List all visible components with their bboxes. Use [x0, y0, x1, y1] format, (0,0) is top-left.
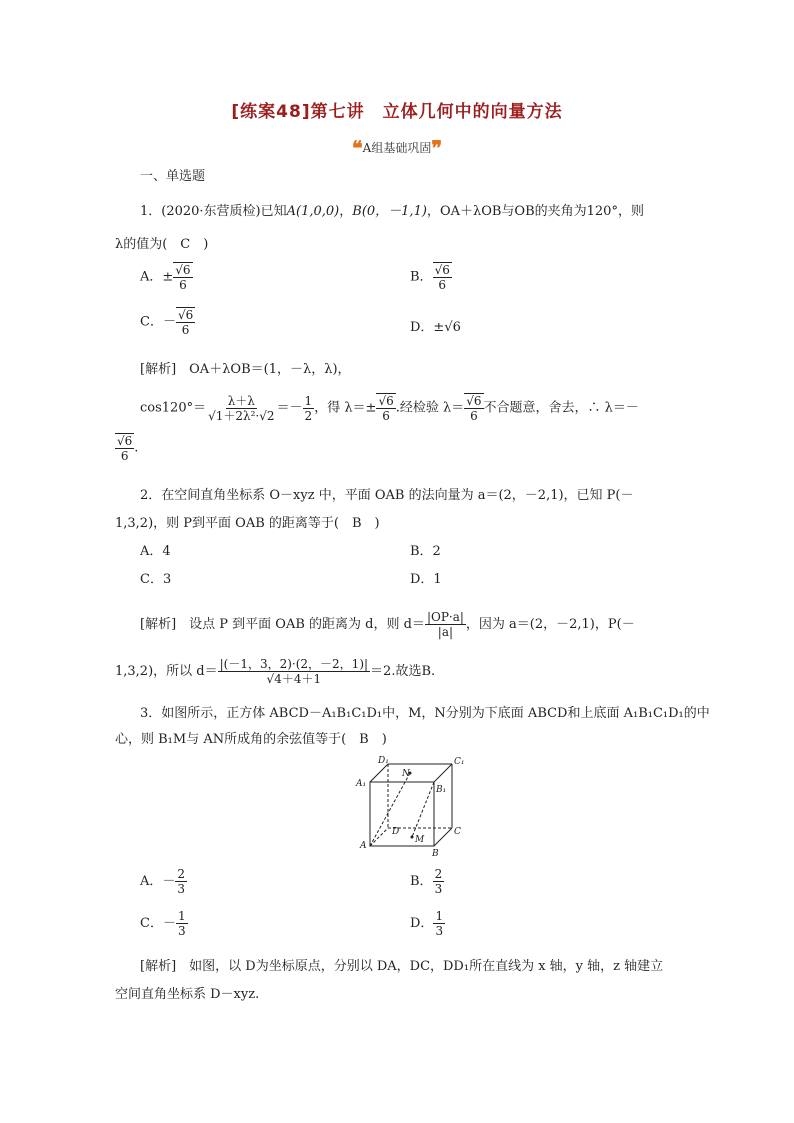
q1-opt-b-frac	[433, 262, 452, 292]
q3-opt-b-frac	[433, 867, 445, 896]
q3-opt-d-den: 3	[435, 924, 444, 938]
cube-hidden-left	[370, 828, 388, 846]
cube-top-right-edge	[434, 764, 452, 782]
label-b: B	[432, 849, 439, 859]
q3-opt-b-pre: B．	[410, 874, 433, 889]
q1-opt-b-pre: B．	[410, 269, 433, 285]
q1-cos-num: λ＋λ	[227, 393, 255, 408]
point-m	[411, 836, 414, 839]
q1-opt-b-num: √6	[434, 263, 450, 277]
q2-sol-line2a: 1,3,2)，所以 d＝	[115, 664, 218, 679]
q1-stem-a: 1．(2020·东营质检)已知	[140, 204, 287, 219]
q1-end: .	[134, 440, 139, 456]
q1-solution-line3	[115, 433, 138, 463]
q1-opt-a-pre: A．±	[140, 269, 174, 285]
q2-sol-b: ，因为 a＝(2，－2,1)，P(－	[465, 617, 635, 632]
q3-opt-d-pre: D．	[410, 916, 434, 931]
q1-check-den: 6	[470, 409, 478, 423]
q1-option-c	[140, 307, 195, 337]
label-d: D	[392, 827, 400, 837]
q1-opt-a-num: √6	[175, 263, 191, 277]
group-label	[0, 136, 794, 160]
q1-half-frac	[303, 394, 315, 423]
q1-get-frac	[376, 393, 395, 423]
q3-solution-line2: 空间直角坐标系 D－xyz.	[115, 987, 260, 1002]
cube-front-face	[370, 782, 434, 846]
q1-point-b: B(0，－1,1)	[352, 204, 427, 219]
q3-line2: 心，则 B₁M与 AN所成角的余弦值等于( B )	[115, 732, 387, 747]
q1-solution-line1: [解析] OA＋λOB＝(1，－λ，λ)，	[140, 362, 351, 377]
cube-figure	[350, 752, 470, 860]
q1-point-a: A(1,0,0)	[286, 204, 340, 219]
q3-option-b	[410, 867, 444, 896]
q1-reject: 不合题意，舍去，∴ λ＝－	[483, 400, 639, 416]
close-quote-icon: ❞	[431, 136, 443, 160]
q1-opt-c-frac	[176, 307, 195, 337]
q1-option-a	[140, 262, 193, 292]
open-quote-icon: ❝	[351, 136, 363, 160]
label-c1: C₁	[454, 757, 465, 767]
q1-opt-d-val: √6	[444, 320, 461, 335]
q3-option-d	[410, 909, 445, 938]
q2-sol-den: |a|	[437, 625, 454, 639]
label-a1: A₁	[356, 779, 367, 789]
q1-cos-den: √1＋2λ²·√2	[208, 408, 275, 423]
q2-option-b: B．2	[410, 544, 441, 559]
q1-get-num: √6	[378, 394, 394, 408]
q1-opt-c-den: 6	[181, 323, 190, 337]
cube-line-an	[370, 773, 410, 846]
q3-opt-b-den: 3	[434, 882, 443, 896]
q1-cos-lhs: cos120°＝	[140, 400, 207, 416]
q2-sol-line2b: ＝2.故选B.	[370, 664, 436, 679]
q1-opt-c-num: √6	[177, 308, 194, 322]
q1-check: .经检验 λ＝	[395, 400, 465, 416]
label-a: A	[360, 841, 367, 851]
q1-cos-rhs: ＝－	[276, 400, 303, 416]
q3-opt-a-num: 2	[177, 867, 186, 881]
q3-opt-a-den: 3	[177, 882, 186, 896]
q3-option-a	[140, 867, 187, 896]
q1-final-num: √6	[117, 434, 133, 448]
q3-opt-a-pre: A．－	[140, 874, 176, 889]
q3-opt-d-frac	[433, 909, 445, 938]
q1-line2: λ的值为( C )	[115, 237, 209, 252]
q3-opt-c-pre: C．－	[140, 916, 176, 931]
q3-opt-b-num: 2	[434, 867, 443, 881]
q1-opt-c-pre: C．－	[140, 314, 176, 330]
q2-solution-line1	[140, 610, 635, 639]
q3-option-c	[140, 909, 188, 938]
q1-opt-d-pre: D．±	[410, 320, 445, 335]
q3-opt-d-num: 1	[435, 909, 444, 923]
q2-option-a: A．4	[140, 544, 171, 559]
q1-final-frac	[115, 433, 134, 463]
q3-opt-a-frac	[175, 867, 187, 896]
q1-half-num: 1	[304, 393, 313, 408]
label-b1: B₁	[436, 785, 447, 795]
q3-opt-c-den: 3	[177, 924, 186, 938]
label-d1: D₁	[378, 756, 389, 766]
q1-final-den: 6	[120, 449, 129, 463]
q2-sol2-den: √4＋4＋1	[266, 672, 322, 686]
q2-option-c: C．3	[140, 572, 172, 587]
q3-line1: 3．如图所示，正方体 ABCD－A₁B₁C₁D₁中，M，N分别为下底面 ABCD和上底面 A₁B₁C₁D₁的中	[140, 706, 710, 721]
group-label-text: A组基础巩固	[362, 141, 432, 155]
q2-sol2-num: |(－1，3，2)·(2，－2，1)|	[219, 657, 369, 671]
page-title: [练案48]第七讲 立体几何中的向量方法	[231, 102, 563, 122]
q1-get-den: 6	[382, 409, 390, 423]
q2-line2: 1,3,2)，则 P到平面 OAB 的距离等于( B )	[115, 516, 380, 531]
cube-top-left-edge	[370, 764, 388, 782]
label-n: N	[402, 769, 410, 779]
q1-stem: 1．(2020·东营质检)已知A(1,0,0)，B(0，－1,1)，OA＋λOB与OB的夹角为120°，则	[140, 204, 644, 219]
q1-opt-a-den: 6	[179, 278, 187, 292]
q1-check-frac	[464, 393, 483, 423]
q2-solution-line2	[115, 657, 435, 686]
q2-sol-num: |OP·a|	[426, 610, 464, 624]
q3-solution-line1: [解析] 如图，以 D为坐标原点，分别以 DA，DC，DD₁所在直线为 x 轴，y 轴，z 轴建立	[140, 959, 664, 974]
q2-sol-frac	[425, 610, 466, 639]
q2-sol-a: [解析] 设点 P 到平面 OAB 的距离为 d，则 d＝	[140, 617, 425, 632]
q1-get: ，得 λ＝±	[314, 400, 377, 416]
q1-opt-b-den: 6	[438, 278, 447, 292]
q1-solution-line2	[140, 393, 639, 423]
q1-option-d	[410, 316, 461, 335]
section-label: 一、单选题	[140, 169, 206, 184]
cube-line-b1m	[412, 782, 434, 837]
q2-option-d: D．1	[410, 572, 442, 587]
q2-sol2-frac	[218, 657, 370, 686]
q1-option-b	[410, 262, 452, 292]
q1-half-den: 2	[304, 408, 313, 423]
q1-cos-frac	[206, 394, 276, 423]
q3-opt-c-frac	[176, 909, 188, 938]
q1-vec-expr: OA＋λOB与OB的夹角为120°，则	[439, 204, 644, 219]
q2-line1: 2．在空间直角坐标系 O－xyz 中，平面 OAB 的法向量为 a＝(2，－2,1)，已知 P(－	[140, 488, 634, 503]
cube-bottom-right-edge	[434, 828, 452, 846]
q1-check-num: √6	[466, 394, 482, 408]
label-c: C	[454, 827, 461, 837]
q3-opt-c-num: 1	[177, 909, 186, 923]
label-m: M	[415, 835, 425, 845]
q1-opt-a-frac	[173, 262, 192, 292]
